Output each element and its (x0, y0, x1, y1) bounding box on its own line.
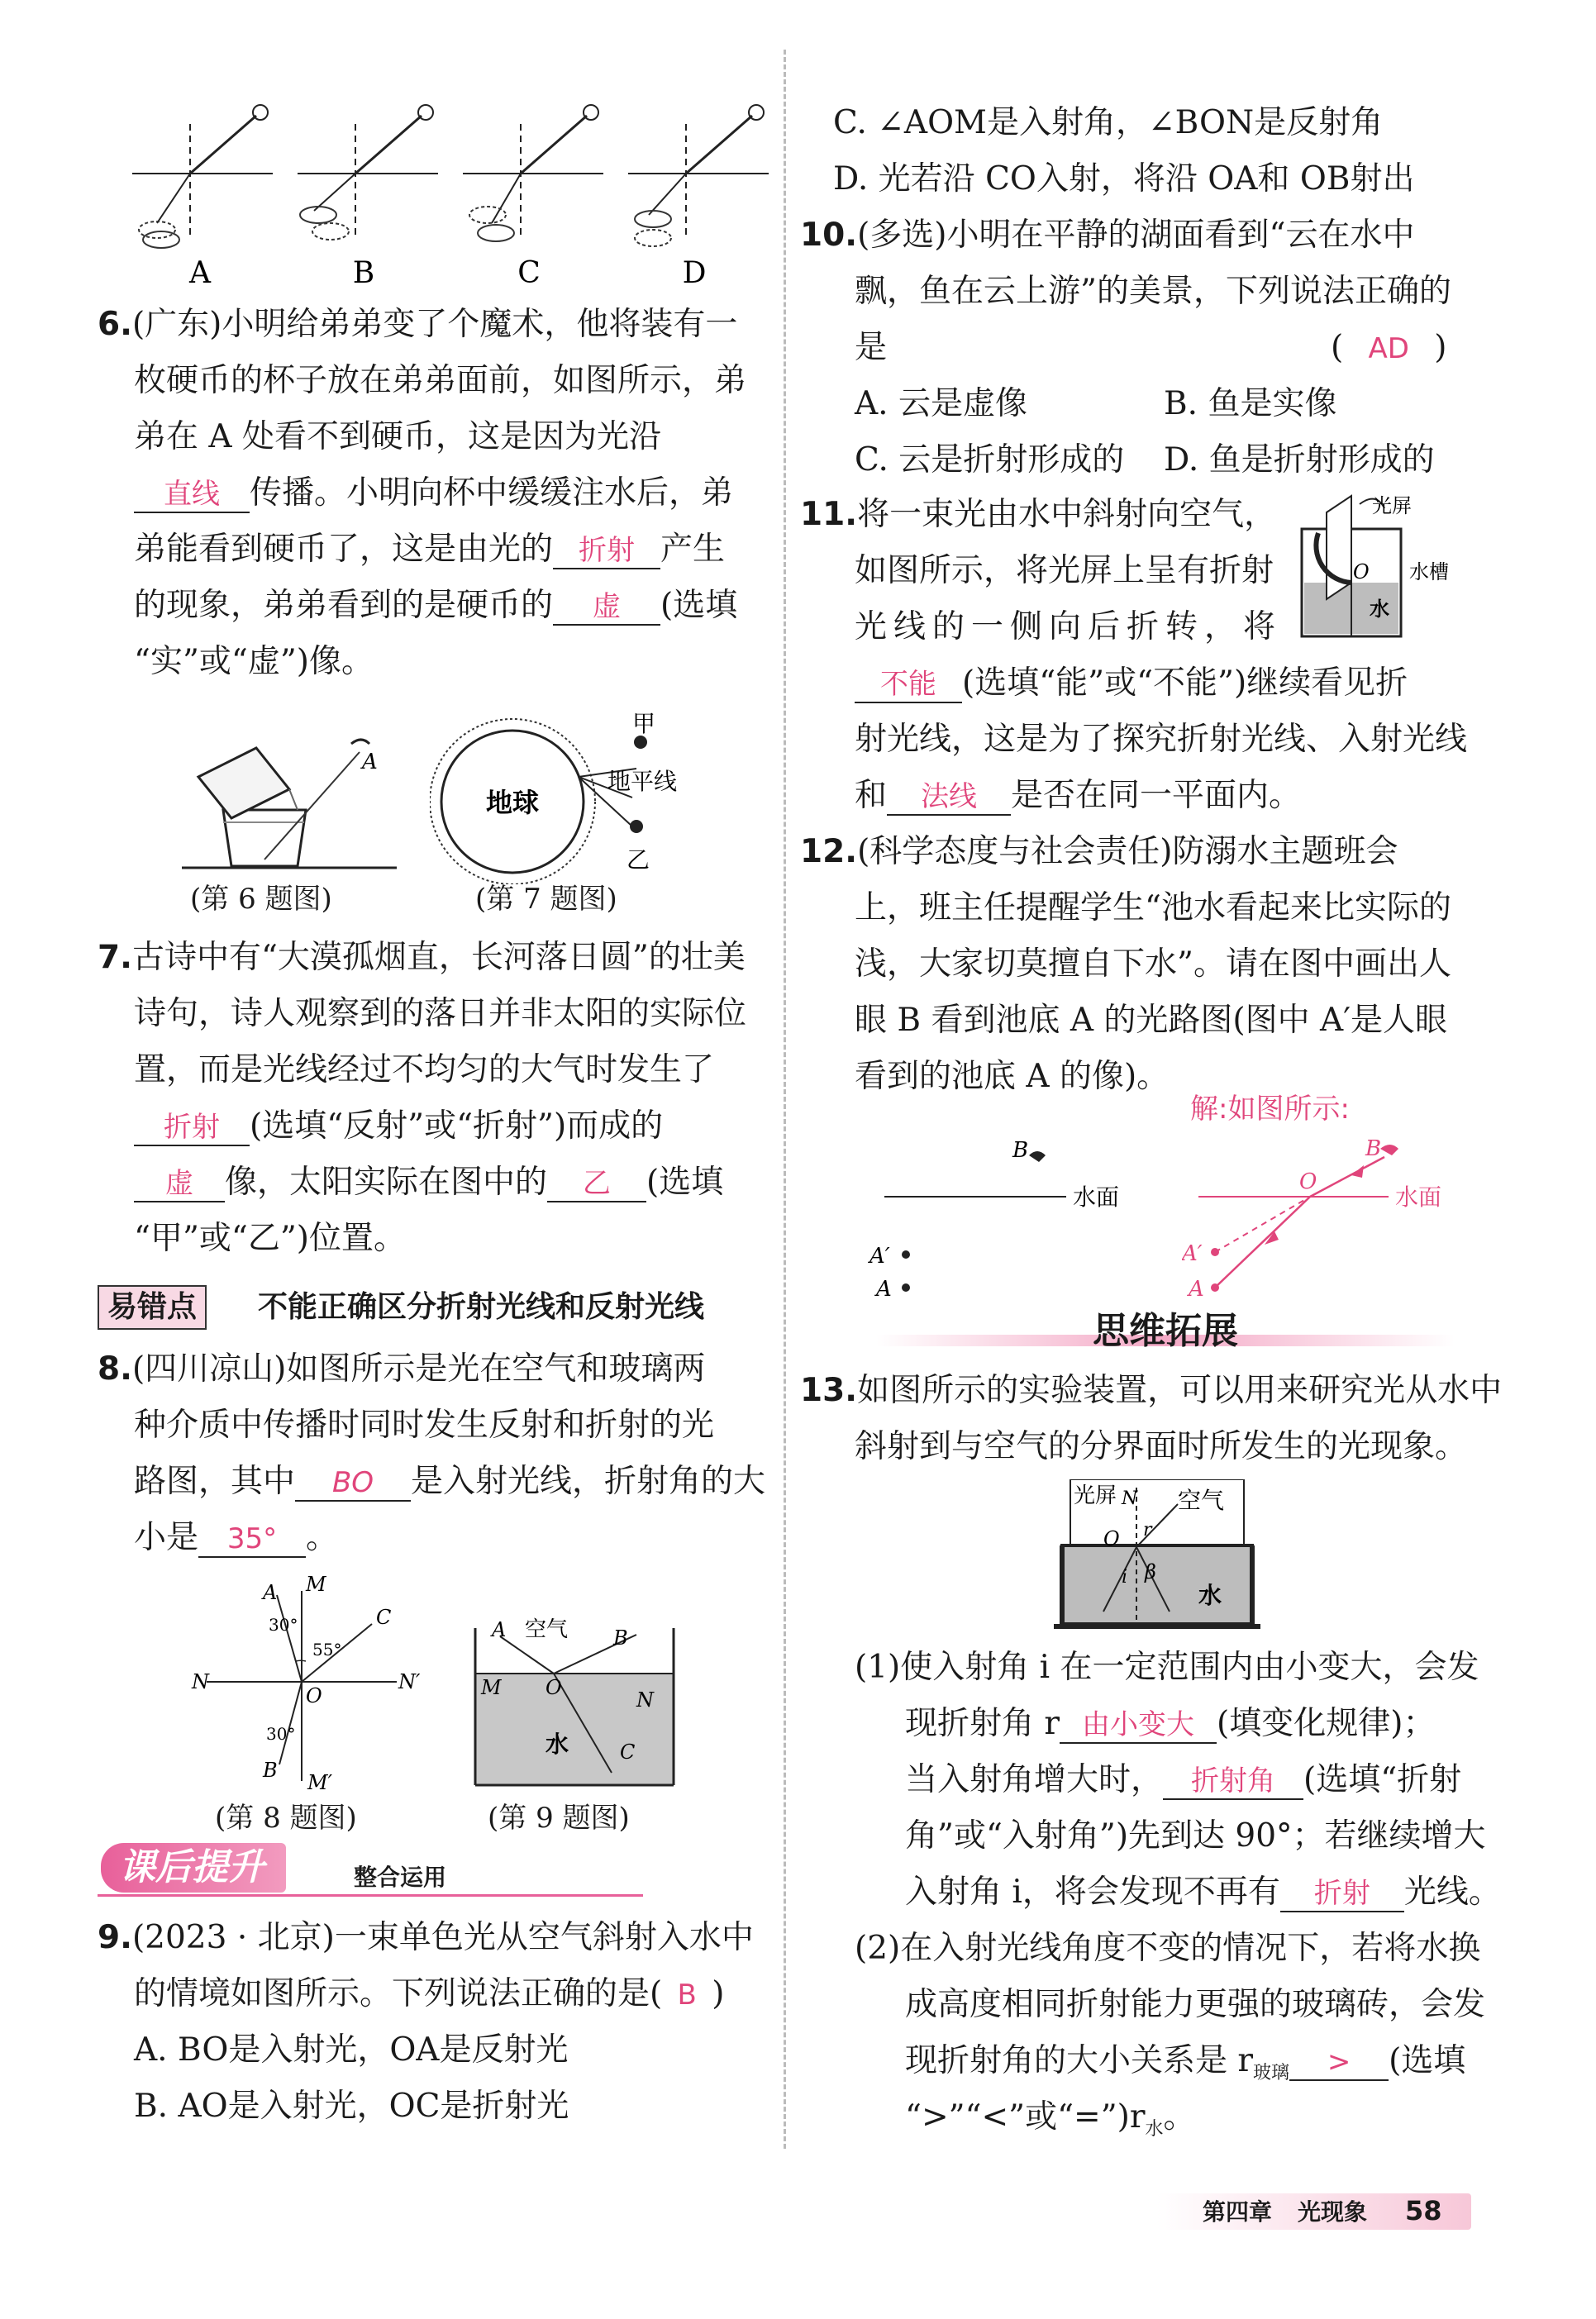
q13-fig-air: 空气 (1178, 1487, 1225, 1514)
q8-line-2: 种介质中传播时同时发生反射和折射的光 (134, 1407, 715, 1444)
q12-fig-b: B (1012, 1138, 1029, 1163)
q13-p2-line-1: (2)在入射光线角度不变的情况下，若将水换 (855, 1930, 1481, 1967)
q13-fig-water: 水 (1198, 1582, 1222, 1609)
q13-answer-1: 由小变大 (1060, 1708, 1217, 1744)
q10-number: 10. (800, 217, 858, 254)
q13-answer-2: 折射角 (1163, 1764, 1303, 1800)
q13-fig-i: i (1122, 1567, 1128, 1588)
q10-option-c: C. 云是折射形成的 (855, 441, 1125, 479)
fig8-label-m: M (306, 1574, 326, 1596)
q7-line-5a: 像，太阳实际在图中的 (225, 1164, 548, 1201)
q11-figure-screen: 光屏 (1372, 494, 1412, 517)
q12-number: 12. (800, 833, 858, 870)
q9-option-d: D. 光若沿 CO入射，将沿 OA和 OB射出 (833, 160, 1415, 198)
q13-fig-beta: β (1145, 1560, 1156, 1583)
q11-line-1: 将一束光由水中斜射向空气， (857, 496, 1277, 533)
q8-line-4b: 。 (306, 1519, 339, 1556)
q5-figure-a (132, 105, 273, 248)
q11-figure (1293, 488, 1471, 645)
q11-line-6b: 是否在同一平面内。 (1011, 777, 1302, 814)
q12-fig-surface: 水面 (1073, 1183, 1120, 1211)
q10-option-a: A. 云是虚像 (855, 385, 1027, 422)
q7-figure-yi: 乙 (626, 846, 650, 874)
q12-sol-a-prime: A′ (1182, 1241, 1203, 1266)
q5-options-figure (124, 99, 777, 289)
fig9-label-o: O (545, 1676, 562, 1699)
q6-line-6a: 的现象，弟弟看到的是硬币的 (134, 587, 554, 624)
q6-answer-3: 虚 (553, 590, 660, 626)
q13-p1-line-3a: 当入射角增大时， (905, 1761, 1164, 1798)
fig9-label-m: M (481, 1676, 502, 1699)
fig8-label-b: B (263, 1759, 278, 1782)
q12-solution: 解:如图所示: (1190, 1093, 1350, 1126)
q11-line-6a: 和 (855, 777, 888, 814)
q13-answer-3: 折射 (1280, 1877, 1404, 1912)
q13-p1-line-2b: (填变化规律)； (1217, 1705, 1436, 1742)
fig9-label-a: A (492, 1618, 507, 1641)
fig8-angle-30-bottom: 30° (266, 1724, 296, 1744)
q10-option-b: B. 鱼是实像 (1164, 385, 1337, 422)
q12-fig-a-prime: A′ (869, 1244, 890, 1269)
q13-number: 13. (800, 1372, 858, 1409)
footer-chapter: 第四章 (1203, 2198, 1273, 2226)
q13-p1-line-4: 角”或“入射角”)先到达 90°；若继续增大 (905, 1817, 1486, 1855)
q9-number: 9. (98, 1919, 132, 1956)
q13-p2-line-2: 成高度相同折射能力更强的玻璃砖，会发 (905, 1986, 1486, 2023)
q10-line-1: (多选)小明在平静的湖面看到“云在水中 (857, 217, 1415, 254)
q6-line-4: 传播。小明向杯中缓缓注水后，弟 (250, 474, 734, 512)
q5-label-a: A (189, 256, 211, 289)
q7-line-3: 置，而是光线经过不均匀的大气时发生了 (134, 1051, 715, 1088)
kehou-title: 课后提升 (101, 1843, 286, 1893)
q7-answer-2: 虚 (134, 1167, 225, 1202)
q5-figure-d (628, 105, 769, 246)
q13-fig-r: r (1143, 1520, 1152, 1540)
q6-answer-1: 直线 (134, 478, 250, 513)
q11-line-2: 如图所示，将光屏上呈有折射 (855, 552, 1274, 589)
q9-option-b: B. AO是入射光，OC是折射光 (134, 2088, 569, 2125)
q7-figure-jia: 甲 (632, 711, 656, 737)
q13-p2-line-4a: “>”“<”或“=”)r (905, 2098, 1146, 2136)
q13-answer-4: > (1289, 2045, 1389, 2081)
q7-line-1: 古诗中有“大漠孤烟直，长河落日圆”的壮美 (131, 939, 746, 976)
q8-line-4a: 小是 (134, 1519, 199, 1556)
q8-line-3b: 是入射光线，折射角的大 (411, 1463, 766, 1500)
fig9-label-water: 水 (545, 1731, 569, 1758)
q6-figure (165, 719, 405, 884)
q13-p2-line-3a: 现折射角的大小关系是 r (905, 2042, 1254, 2079)
q13-p2-line-3b: (选填 (1389, 2042, 1466, 2079)
q5-figure-b (298, 105, 438, 240)
q12-figure-solution (1182, 1132, 1479, 1314)
q7-caption: (第 7 题图) (475, 883, 617, 916)
q9-line-2: 的情境如图所示。下列说法正确的是( (134, 1975, 663, 2012)
q12-line-2: 上，班主任提醒学生“池水看起来比实际的 (855, 889, 1451, 926)
fig8-label-o: O (306, 1684, 322, 1707)
q6-line-7: “实”或“虚”)像。 (134, 643, 374, 680)
q9-option-a: A. BO是入射光，OA是反射光 (134, 2031, 569, 2069)
q13-p2-line-4b: 。 (1163, 2098, 1196, 2136)
q6-line-2: 枚硬币的杯子放在弟弟面前，如图所示，弟 (134, 362, 747, 399)
yicuo-text: 不能正确区分折射光线和反射光线 (258, 1290, 705, 1324)
q12-line-4: 眼 B 看到池底 A 的光路图(图中 A′是人眼 (855, 1002, 1448, 1039)
fig9-label-b: B (613, 1626, 628, 1650)
q7-line-4: (选填“反射”或“折射”)而成的 (250, 1107, 664, 1145)
q8-number: 8. (98, 1350, 132, 1388)
q5-label-c: C (517, 256, 541, 289)
q6-line-5a: 弟能看到硬币了，这是由光的 (134, 531, 554, 568)
fig8-label-n: N (192, 1670, 209, 1693)
q13-line-2: 斜射到与空气的分界面时所发生的光现象。 (855, 1428, 1468, 1465)
siwei-title: 思维拓展 (1093, 1310, 1238, 1352)
q9-line-1: (2023 · 北京)一束单色光从空气斜射入水中 (131, 1919, 754, 1956)
q13-p1-line-5a: 入射角 i，将会发现不再有 (905, 1874, 1280, 1911)
fig8-label-mp: M′ (307, 1771, 333, 1794)
q11-line-3: 光线的一侧向后折转，将 (855, 608, 1283, 645)
q12-sol-a: A (1189, 1277, 1204, 1302)
q5-label-d: D (682, 256, 707, 289)
q6-line-5b: 产生 (660, 531, 726, 568)
yicuo-tag: 易错点 (98, 1285, 207, 1330)
q11-answer-2: 法线 (887, 780, 1011, 816)
q13-p1-line-1: (1)使入射角 i 在一定范围内由小变大，会发 (855, 1649, 1479, 1686)
q9-option-c: C. ∠AOM是入射角，∠BON是反射角 (833, 104, 1384, 141)
q10-line-3: 是 (855, 329, 888, 366)
q8-figure (190, 1574, 422, 1798)
q9-figure (471, 1612, 686, 1793)
column-divider (784, 50, 786, 2149)
q10-answer: AD (1368, 332, 1409, 365)
q11-line-4: (选填“能”或“不能”)继续看见折 (962, 664, 1408, 702)
kehou-subtitle: 整合运用 (354, 1864, 447, 1891)
fig8-label-a: A (263, 1581, 278, 1604)
q6-line-6b: (选填 (660, 587, 738, 624)
q8-answer-2: 35° (198, 1522, 306, 1558)
q8-caption: (第 8 题图) (215, 1802, 357, 1835)
q7-answer-1: 折射 (134, 1111, 250, 1146)
q12-line-3: 浅，大家切莫擅自下水”。请在图中画出人 (855, 945, 1451, 983)
q12-sol-o: O (1299, 1169, 1317, 1194)
q13-p2-sub-water: 水 (1145, 2118, 1164, 2140)
q13-fig-n: N (1122, 1488, 1138, 1509)
q7-line-5b: (选填 (646, 1164, 724, 1201)
q9-caption: (第 9 题图) (488, 1802, 630, 1835)
q6-caption: (第 6 题图) (190, 883, 332, 916)
fig8-angle-30-top: 30° (269, 1615, 298, 1635)
q5-label-b: B (352, 256, 375, 289)
q7-figure (430, 711, 703, 884)
q13-p1-line-2a: 现折射角 r (905, 1705, 1060, 1742)
q13-fig-o: O (1103, 1527, 1120, 1550)
q13-p1-line-3b: (选填“折射 (1303, 1761, 1462, 1798)
q7-line-2: 诗句，诗人观察到的落日并非太阳的实际位 (134, 995, 747, 1032)
q13-figure (1054, 1479, 1269, 1636)
q12-line-1: (科学态度与社会责任)防溺水主题班会 (857, 833, 1398, 870)
q12-figure-question (868, 1132, 1141, 1314)
fig8-label-np: N′ (398, 1670, 421, 1693)
q6-line-3: 弟在 A 处看不到硬币，这是因为光沿 (134, 418, 661, 455)
q8-answer-1: BO (295, 1466, 411, 1502)
q10-line-2: 飘，鱼在云上游”的美景，下列说法正确的 (855, 273, 1451, 310)
q11-answer-1: 不能 (855, 668, 962, 703)
q12-sol-surface: 水面 (1395, 1183, 1442, 1211)
q12-line-5: 看到的池底 A 的像)。 (855, 1058, 1170, 1095)
q13-line-1: 如图所示的实验装置，可以用来研究光从水中 (857, 1372, 1503, 1409)
q9-answer: B (677, 1979, 697, 2012)
q10-option-d: D. 鱼是折射形成的 (1164, 441, 1435, 479)
fig8-angle-55: 55° (312, 1640, 342, 1659)
q13-fig-screen: 光屏 (1074, 1483, 1117, 1508)
q7-figure-horizon: 地平线 (607, 768, 678, 795)
q7-number: 7. (98, 939, 132, 976)
q11-number: 11. (800, 496, 858, 533)
q6-answer-2: 折射 (553, 534, 660, 569)
q11-figure-o: O (1353, 560, 1370, 583)
q6-line-1: (广东)小明给弟弟变了个魔术，他将装有一 (131, 306, 738, 343)
q12-sol-b: B (1365, 1136, 1382, 1161)
q6-figure-label-a: A (362, 750, 378, 774)
q7-answer-3: 乙 (547, 1167, 646, 1202)
q7-figure-earth: 地球 (485, 787, 540, 818)
q5-figure-c (463, 105, 603, 241)
q8-line-3a: 路图，其中 (134, 1463, 296, 1500)
q6-number: 6. (98, 306, 132, 343)
q12-fig-a: A (876, 1277, 892, 1302)
q9-line-2-end: ) (712, 1975, 725, 2012)
q11-line-5: 射光线，这是为了探究折射光线、入射光线 (855, 721, 1468, 758)
fig9-label-n: N (636, 1688, 654, 1712)
q13-p1-line-5b: 光线。 (1403, 1874, 1501, 1911)
q13-p2-sub-glass: 玻璃 (1253, 2062, 1290, 2083)
footer-title: 光现象 (1298, 2198, 1368, 2226)
fig9-label-c: C (620, 1740, 636, 1764)
q11-figure-tank: 水槽 (1409, 560, 1449, 583)
q11-figure-water: 水 (1370, 597, 1389, 621)
page-number: 58 (1405, 2195, 1442, 2226)
q7-line-6: “甲”或“乙”)位置。 (134, 1220, 406, 1257)
fig8-label-c: C (376, 1606, 392, 1629)
fig9-label-air: 空气 (525, 1617, 569, 1642)
q8-line-1: (四川凉山)如图所示是光在空气和玻璃两 (131, 1350, 706, 1388)
